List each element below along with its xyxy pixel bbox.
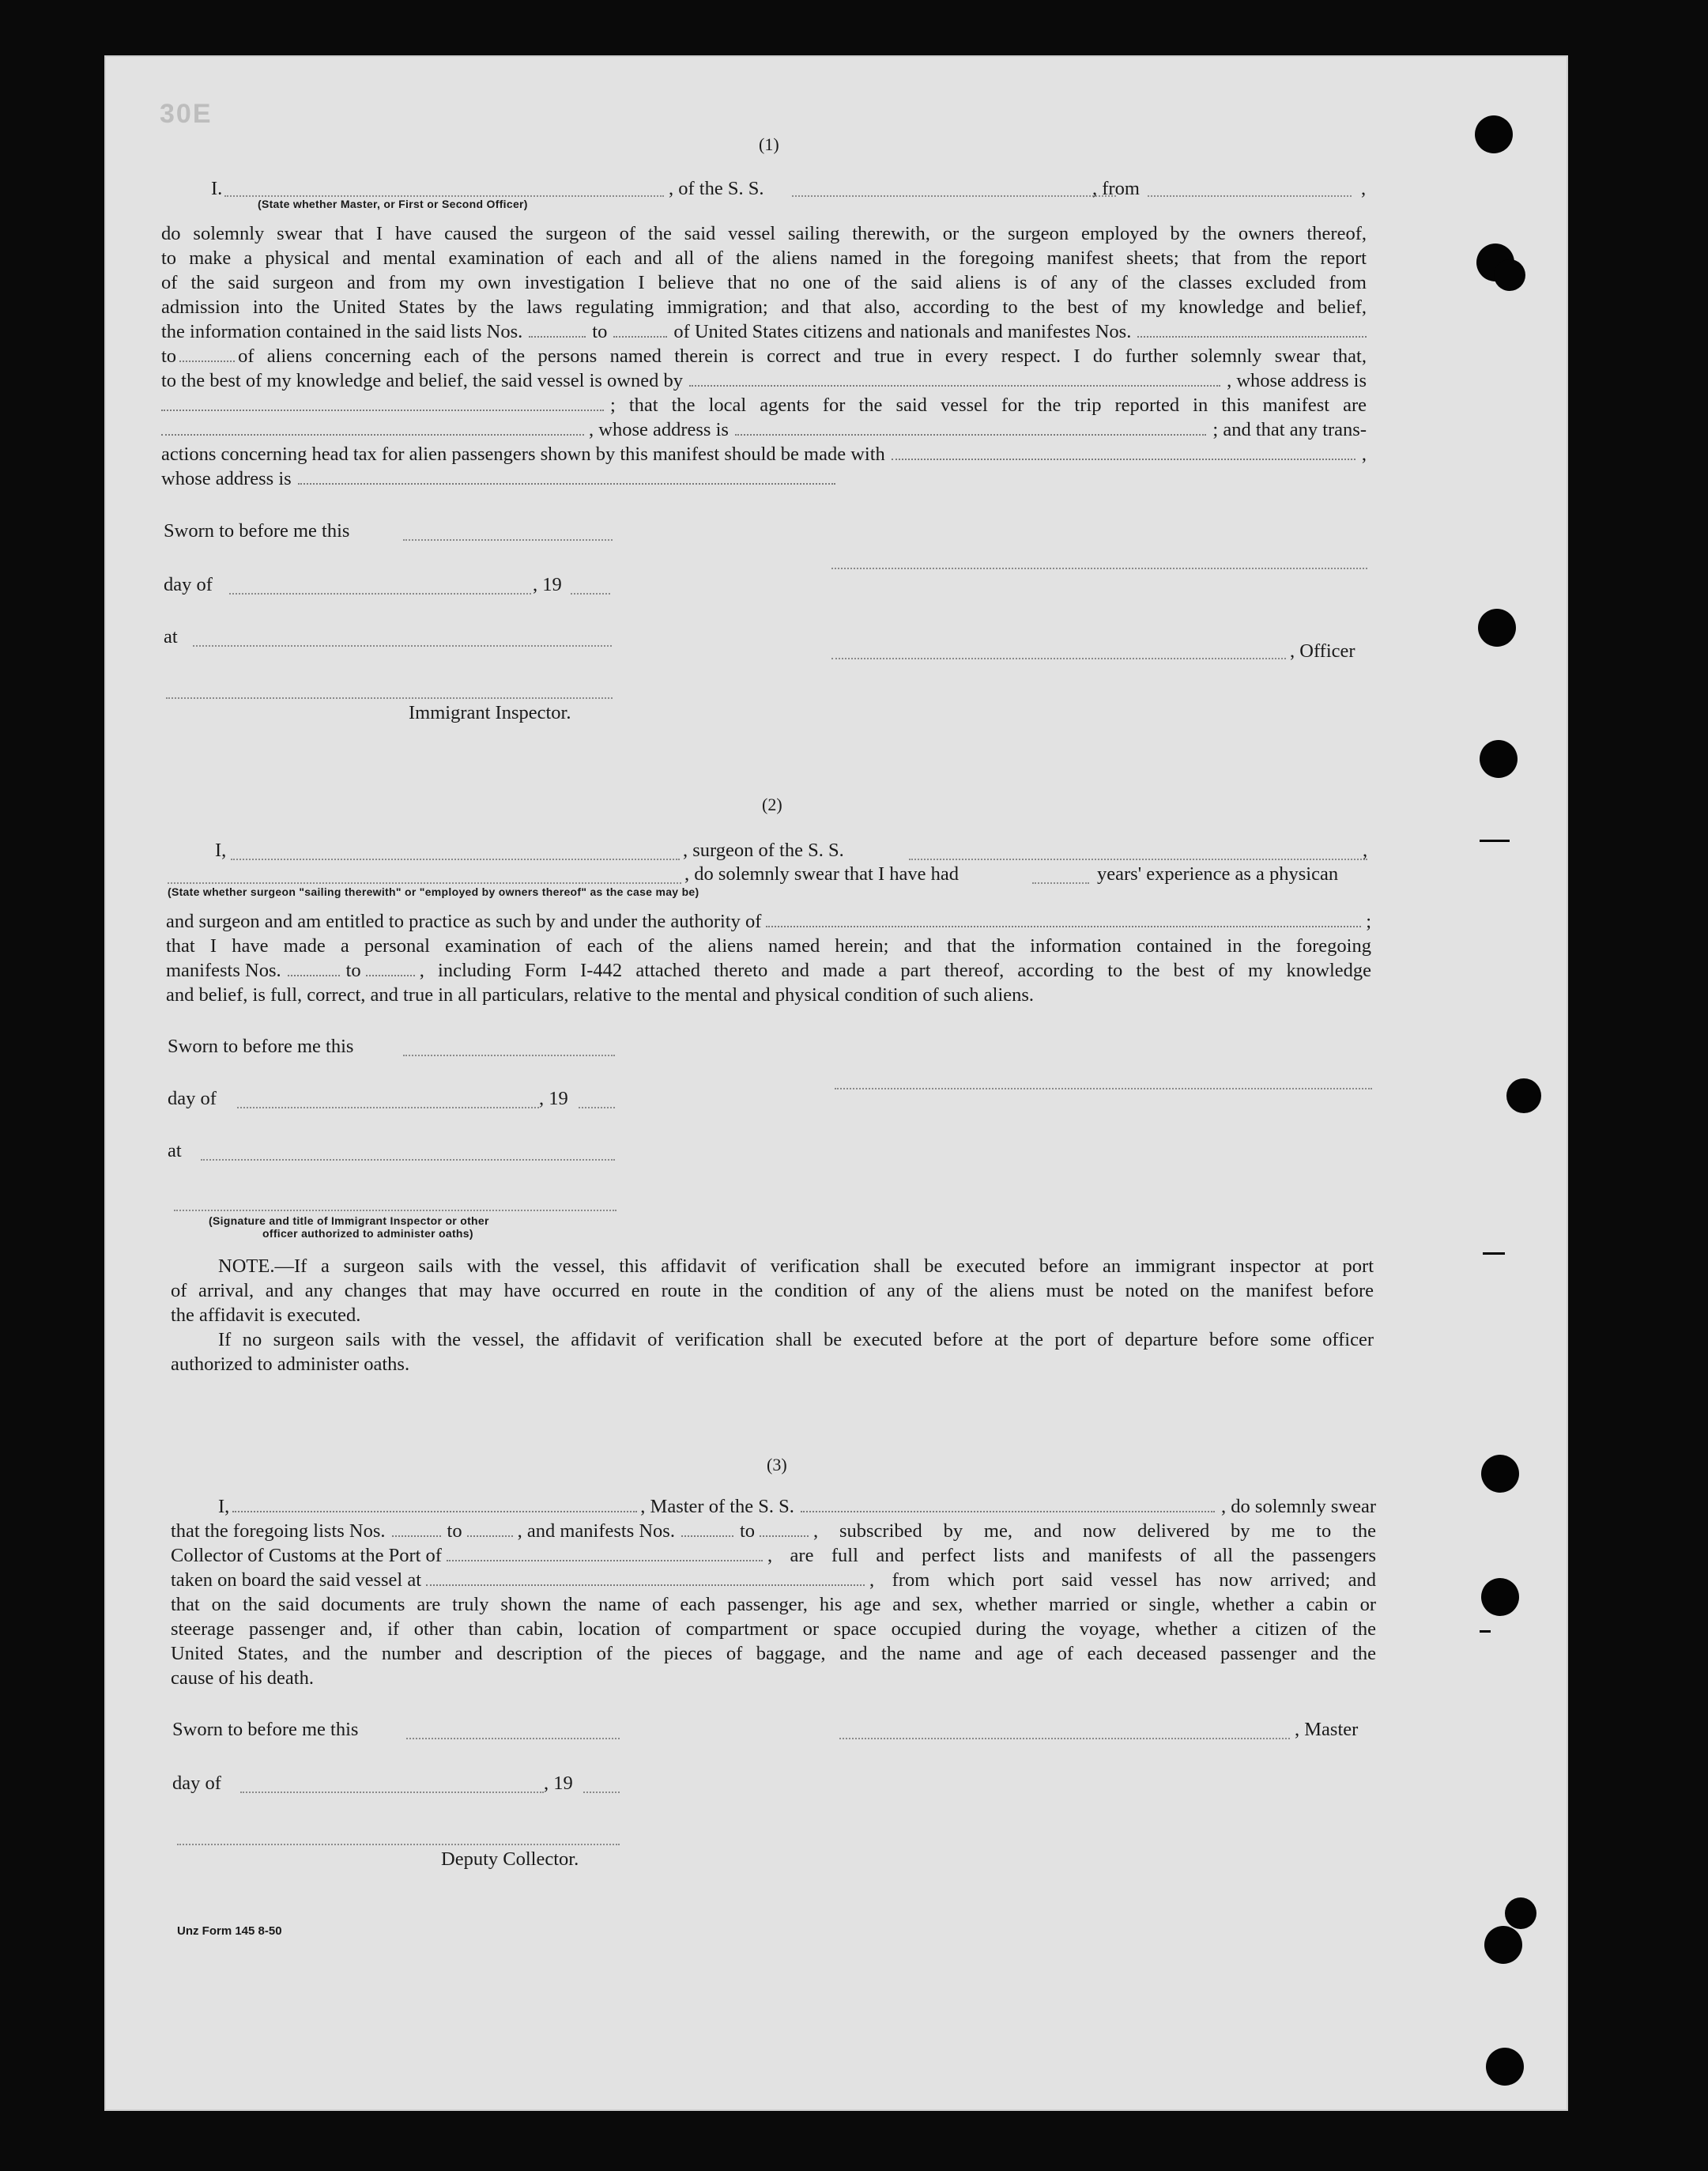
sec1-l11a: whose address is [161, 468, 292, 489]
sec2-swear: , do solemnly swear that I have had [684, 863, 959, 885]
sec3-l4b: , from which port said vessel has now arrived; and [869, 1569, 1376, 1591]
sec2-years: years' experience as a physican [1097, 863, 1339, 885]
sec1-19: , 19 [533, 574, 562, 595]
sec1-l5a: the information contained in the said lists Nos. [161, 321, 523, 342]
sec3-l2b: to [447, 1520, 462, 1542]
form-number: Unz Form 145 8-50 [177, 1924, 282, 1938]
sec3-collector-signature-line[interactable] [177, 1844, 620, 1845]
sec2-sig-note-1: (Signature and title of Immigrant Inspector or other [209, 1214, 489, 1227]
sec1-sworn-day-field[interactable] [403, 539, 613, 541]
sec1-officer-note: (State whether Master, or First or Second Officer) [258, 198, 528, 210]
sec2-authority-field[interactable] [766, 913, 1361, 927]
form-page [104, 55, 1568, 2111]
sec2-surgeon-of: , surgeon of the S. S. [683, 840, 844, 861]
sec2-at-field[interactable] [201, 1159, 615, 1161]
sec3-l2d: to [739, 1520, 756, 1542]
binder-hole [1480, 740, 1518, 778]
sec3-l4a: taken on board the said vessel at [171, 1569, 422, 1591]
sec2-19: , 19 [539, 1088, 568, 1109]
sec2-sworn: Sworn to before me this [168, 1036, 354, 1057]
sec1-l6a: to [161, 345, 177, 367]
sec2-manifests-from-field[interactable] [288, 962, 340, 976]
sec3-line-4 [171, 1568, 1376, 1592]
binder-hole [1506, 1078, 1541, 1113]
binder-hole [1484, 1926, 1522, 1964]
sec3-year-field[interactable] [583, 1792, 620, 1793]
sec3-boarding-port-field[interactable] [426, 1572, 865, 1586]
sec1-comma: , [1361, 178, 1367, 199]
sec1-l9a: , whose address is [589, 419, 729, 440]
sec1-at-field[interactable] [193, 645, 612, 647]
section-1-number: (1) [759, 134, 779, 154]
sec1-line-4: admission into the United States by the laws regulating immigration; and that also, according to the best of my knowledge and belief, [161, 296, 1367, 318]
edge-mark [1480, 1630, 1491, 1633]
edge-mark [1480, 840, 1510, 842]
sec2-note-line-4: If no surgeon sails with the vessel, the affidavit of verification shall be executed before at the port of departure before some officer [218, 1329, 1374, 1350]
sec1-i: I. [211, 178, 223, 199]
sec2-l1a: and surgeon and am entitled to practice as such by and under the authority of [166, 911, 762, 932]
binder-hole [1505, 1897, 1536, 1929]
sec1-month-field[interactable] [229, 593, 531, 595]
sec3-sworn-day-field[interactable] [406, 1738, 620, 1739]
sec1-lists-to-field[interactable] [613, 323, 667, 338]
sec1-vessel-field[interactable] [792, 195, 1116, 197]
sec2-year-field[interactable] [579, 1107, 615, 1108]
sec3-vessel-field[interactable] [801, 1498, 1215, 1512]
sec2-l3b: to [345, 960, 361, 981]
sec1-inspector-signature-line[interactable] [166, 697, 613, 699]
sec2-capacity-field[interactable] [168, 882, 681, 884]
sec1-officer-title-line[interactable] [831, 658, 1286, 659]
sec1-officer: , Officer [1290, 640, 1355, 662]
sec3-line-3 [171, 1543, 1376, 1568]
sec1-head-tax-field[interactable] [892, 446, 1355, 460]
sec1-line-2: to make a physical and mental examination of each and all of the aliens named in the foregoing manifest sheets; that from the report [161, 247, 1367, 269]
sec1-from-field[interactable] [1148, 195, 1352, 197]
sec1-l10a: actions concerning head tax for alien passengers shown by this manifest should be made with [161, 444, 885, 465]
binder-hole [1481, 1455, 1519, 1493]
sec3-l2c: , and manifests Nos. [517, 1520, 675, 1542]
sec3-master: , Master [1295, 1719, 1359, 1740]
sec3-line-6: steerage passenger and, if other than cabin, location of compartment or space occupied during the voyage, whether a citizen of the [171, 1618, 1376, 1640]
sec1-l7a: to the best of my knowledge and belief, the said vessel is owned by [161, 370, 683, 391]
sec3-month-field[interactable] [240, 1792, 544, 1793]
sec3-port-field[interactable] [447, 1547, 763, 1561]
sec1-day-of: day of [164, 574, 213, 595]
sec2-month-field[interactable] [237, 1107, 539, 1108]
sec2-note-line-1: NOTE.—If a surgeon sails with the vessel, this affidavit of verification shall be executed before an immigrant inspector at port [218, 1255, 1374, 1277]
sec1-manifests-from-field[interactable] [1137, 323, 1367, 338]
sec1-line-3: of the said surgeon and from my own investigation I believe that no one of the said aliens is of any of the classes excluded from [161, 272, 1367, 293]
sec3-line-7: United States, and the number and description of the pieces of baggage, and the name and age of each deceased passenger and the [171, 1643, 1376, 1664]
sec2-surgeon-name-field[interactable] [231, 859, 680, 860]
sec1-officer-name-field[interactable] [224, 195, 664, 197]
sec3-line-1 [171, 1494, 1376, 1519]
sec2-comma: , [1363, 840, 1368, 861]
sec3-lists-from-field[interactable] [392, 1523, 441, 1537]
sec3-master-signature-line[interactable] [839, 1738, 1290, 1739]
sec1-line-10 [161, 442, 1367, 466]
sec2-note-line-3: the affidavit is executed. [171, 1304, 361, 1326]
sec1-from: , from [1092, 178, 1140, 199]
sec1-officer-signature-line[interactable] [831, 568, 1367, 569]
sec3-i: I, [218, 1496, 230, 1517]
sec2-inspector-signature-line[interactable] [174, 1210, 616, 1211]
sec3-lists-to-field[interactable] [467, 1523, 513, 1537]
sec1-of-ss: , of the S. S. [669, 178, 764, 199]
sec2-l3a: manifests Nos. [166, 960, 281, 981]
sec2-surgeon-signature-line[interactable] [835, 1088, 1372, 1089]
sec1-line-8 [161, 393, 1367, 417]
sec3-manifests-to-field[interactable] [760, 1523, 809, 1537]
faint-stamp: 30E [160, 99, 213, 129]
sec3-line-8: cause of his death. [171, 1667, 314, 1689]
sec1-year-field[interactable] [571, 593, 610, 595]
sec2-at: at [168, 1140, 182, 1161]
sec1-agents-field[interactable] [161, 421, 584, 436]
sec3-solemnly: , do solemnly swear [1221, 1496, 1376, 1517]
sec1-l7b: , whose address is [1227, 370, 1367, 391]
sec3-manifests-from-field[interactable] [681, 1523, 733, 1537]
sec2-vessel-field[interactable] [909, 859, 1367, 860]
sec3-line-5: that on the said documents are truly shown the name of each passenger, his age and sex, whether married or single, whether a cabin or [171, 1594, 1376, 1615]
binder-hole [1475, 115, 1513, 153]
sec3-master-name-field[interactable] [232, 1498, 637, 1512]
sec2-years-field[interactable] [1032, 882, 1089, 884]
sec1-l5c: of United States citizens and nationals and manifestes Nos. [673, 321, 1132, 342]
sec2-l3c: , including Form I-442 attached thereto and made a part thereof, according to the best of my knowledge [419, 960, 1371, 981]
sec3-deputy: Deputy Collector. [441, 1848, 579, 1870]
sec3-line-2 [171, 1519, 1376, 1543]
sec1-l10b: , [1361, 444, 1367, 465]
sec1-owner-address-field[interactable] [161, 397, 604, 411]
sec2-surgeon-note: (State whether surgeon "sailing therewith" or "employed by owners thereof" as the case may be) [168, 885, 699, 898]
sec2-line-4: and belief, is full, correct, and true in all particulars, relative to the mental and physical condition of such aliens. [166, 984, 1035, 1006]
sec2-line-3 [166, 958, 1371, 983]
sec3-master-of: , Master of the S. S. [640, 1496, 794, 1517]
sec3-l2e: , subscribed by me, and now delivered by me to the [813, 1520, 1376, 1542]
sec2-note-line-5: authorized to administer oaths. [171, 1354, 410, 1375]
sec1-line-11 [161, 466, 1367, 491]
sec1-at: at [164, 626, 178, 648]
sec1-lists-from-field[interactable] [529, 323, 586, 338]
sec1-head-tax-address-field[interactable] [298, 470, 835, 485]
sec1-line-1: do solemnly swear that I have caused the surgeon of the said vessel sailing therewith, or the surgeon employed by the owners thereof, [161, 223, 1367, 244]
sec2-line-1 [166, 909, 1371, 934]
sec1-inspector: Immigrant Inspector. [409, 702, 571, 723]
binder-hole [1481, 1578, 1519, 1616]
section-3-number: (3) [767, 1455, 787, 1474]
sec3-19: , 19 [544, 1773, 573, 1794]
sec1-agents-address-field[interactable] [735, 421, 1207, 436]
sec1-l6b: of aliens concerning each of the persons named therein is correct and true in every respect. I do further solemnly swear that, [238, 345, 1367, 367]
sec3-l3a: Collector of Customs at the Port of [171, 1545, 442, 1566]
sec2-manifests-to-field[interactable] [366, 962, 415, 976]
sec3-l2a: that the foregoing lists Nos. [171, 1520, 386, 1542]
sec2-line-2: that I have made a personal examination of each of the aliens named herein; and that the information contained in the foregoing [166, 935, 1371, 957]
sec1-sworn: Sworn to before me this [164, 520, 350, 542]
binder-hole [1494, 259, 1525, 291]
binder-hole [1486, 2048, 1524, 2086]
sec1-line-9 [161, 417, 1367, 442]
edge-mark [1483, 1252, 1505, 1255]
sec3-day-of: day of [172, 1773, 221, 1794]
sec2-sig-note-2: officer authorized to administer oaths) [262, 1227, 473, 1240]
sec2-l1b: ; [1366, 911, 1371, 932]
sec1-l5b: to [592, 321, 608, 342]
sec3-l3b: , are full and perfect lists and manifests of all the passengers [767, 1545, 1376, 1566]
sec1-line-7 [161, 368, 1367, 393]
section-2-number: (2) [762, 795, 782, 814]
sec1-owner-field[interactable] [689, 372, 1220, 387]
sec2-sworn-day-field[interactable] [403, 1055, 615, 1056]
binder-hole [1478, 609, 1516, 647]
sec1-l9b: ; and that any trans- [1212, 419, 1367, 440]
sec1-line-5 [161, 319, 1367, 344]
sec3-sworn: Sworn to before me this [172, 1719, 359, 1740]
sec1-manifests-to-field[interactable] [179, 348, 235, 362]
sec2-i: I, [215, 840, 227, 861]
sec1-line-6 [161, 344, 1367, 368]
sec1-l8a: ; that the local agents for the said vessel for the trip reported in this manifest are [610, 395, 1367, 416]
sec2-day-of: day of [168, 1088, 217, 1109]
sec2-note-line-2: of arrival, and any changes that may have occurred en route in the condition of any of the aliens must be noted on the manifest before [171, 1280, 1374, 1301]
